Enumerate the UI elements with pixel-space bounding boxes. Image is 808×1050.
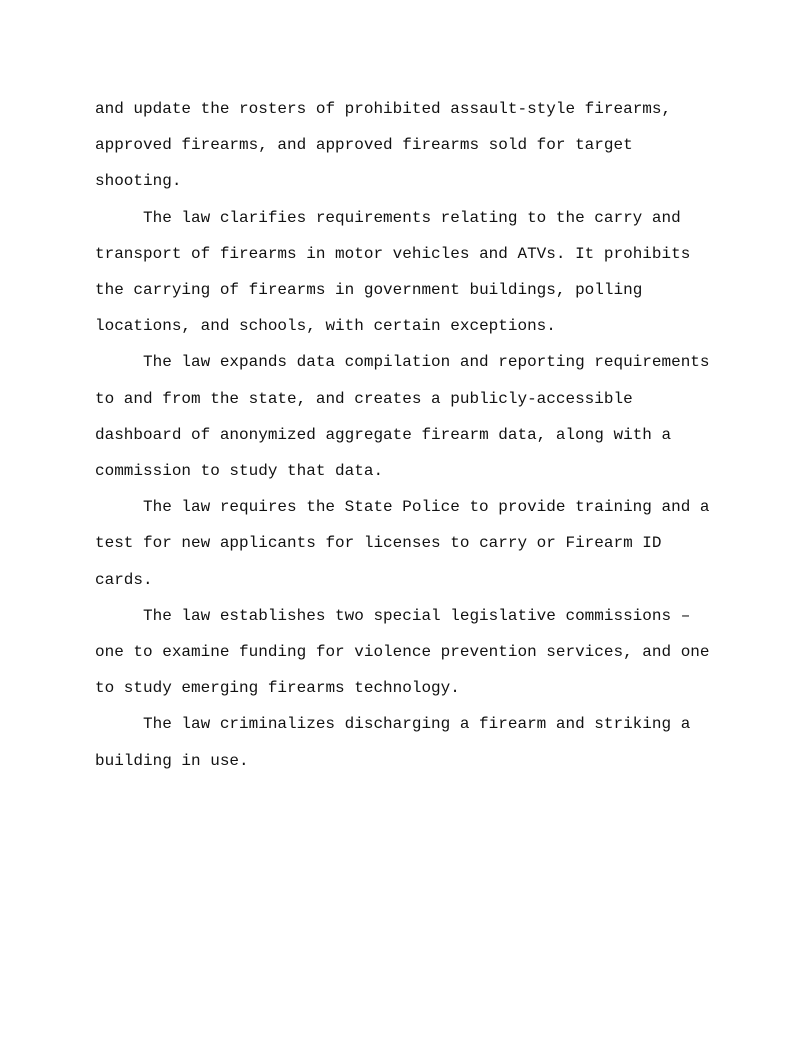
paragraph-discharging: The law criminalizes discharging a firearm and striking a building in use.: [95, 715, 691, 770]
paragraph-continuation: and update the rosters of prohibited assault-style firearms, approved firearms, and approved firearms sold for target shooting.: [95, 100, 672, 191]
document-body: [95, 91, 725, 779]
paragraph-carry-transport: The law clarifies requirements relating to the carry and transport of firearms in motor vehicles and ATVs. It prohibits the carrying of firearms in government buildings, polling locations, and schools, with certain exceptions.: [95, 208, 691, 336]
paragraph-training: The law requires the State Police to provide training and a test for new applicants for licenses to carry or Firearm ID cards.: [95, 498, 710, 589]
paragraph-data-reporting: The law expands data compilation and reporting requirements to and from the state, and creates a publicly-accessible dashboard of anonymized aggregate firearm data, along with a commission to study that data.: [95, 353, 710, 481]
paragraph-commissions: The law establishes two special legislative commissions – one to examine funding for violence prevention services, and one to study emerging firearms technology.: [95, 606, 710, 698]
